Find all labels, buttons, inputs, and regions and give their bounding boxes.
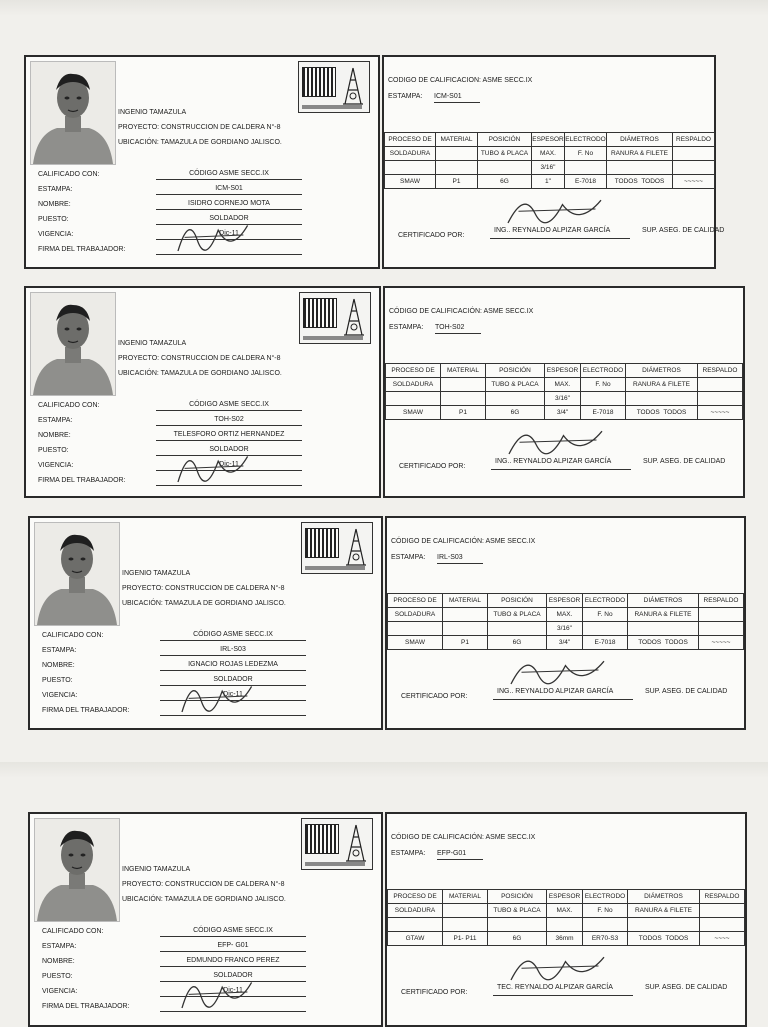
table-header: ESPESOR <box>545 364 581 378</box>
logo-mark <box>302 67 336 97</box>
value-validity: Dic-11 <box>156 460 302 471</box>
table-header-row <box>386 364 743 378</box>
location-text: UBICACIÓN: TAMAZULA DE GORDIANO JALISCO. <box>122 896 286 903</box>
table-header: PROCESO DE <box>388 594 443 608</box>
table-subheader: F. No <box>583 608 628 622</box>
project-text: PROYECTO: CONSTRUCCION DE CALDERA N°-8 <box>118 355 281 362</box>
diameter-fillet: TODOS <box>663 409 687 416</box>
table-subheader-row <box>388 904 745 918</box>
qualification-code: CODIGO DE CALIFICACION: ASME SECC.IX <box>388 77 533 84</box>
welder-photo <box>35 523 119 625</box>
thickness-cell: 36mm <box>547 932 583 946</box>
electrode-cell: ER70-S3 <box>583 932 628 946</box>
certifier-name: ING.. REYNALDO ALPIZAR GARCÍA <box>494 227 611 234</box>
diameter-groove: TODOS <box>614 178 638 185</box>
value-validity: Dic-11 <box>160 690 306 701</box>
diameters-cell <box>628 636 699 650</box>
certifier-line <box>491 469 631 470</box>
backing-cell: ~~~~~ <box>698 406 743 420</box>
table-subheader: SOLDADURA <box>388 608 443 622</box>
qualification-code: CÓDIGO DE CALIFICACIÓN: ASME SECC.IX <box>389 308 534 315</box>
position-cell: 6G <box>478 175 532 189</box>
quality-assurance: SUP. ASEG. DE CALIDAD <box>645 688 728 695</box>
qualification-card <box>383 286 745 498</box>
table-subheader: MAX. <box>545 378 581 392</box>
location-text: UBICACIÓN: TAMAZULA DE GORDIANO JALISCO. <box>118 139 282 146</box>
worker-signature <box>172 211 256 264</box>
diameter-groove: TODOS <box>638 639 662 646</box>
tower-icon <box>344 527 368 567</box>
table-header: RESPALDO <box>698 364 743 378</box>
table-header: POSICIÓN <box>478 133 532 147</box>
thickness-min <box>547 918 583 932</box>
table-header: ESPESOR <box>547 890 583 904</box>
value-validity: Dic-11 <box>160 986 306 997</box>
table-row <box>388 918 745 932</box>
electrode-cell: E-7018 <box>565 175 607 189</box>
logo-caption <box>303 336 363 340</box>
tower-icon <box>341 66 365 106</box>
material-cell: P1 <box>441 406 486 420</box>
qualification-table <box>384 132 715 189</box>
label-validity: VIGENCIA: <box>42 692 78 699</box>
table-header: RESPALDO <box>699 594 744 608</box>
table-subheader <box>700 904 745 918</box>
quality-assurance: SUP. ASEG. DE CALIDAD <box>645 984 728 991</box>
table-subheader-row <box>386 378 743 392</box>
table-header: DIÁMETROS <box>628 890 700 904</box>
certifier-name: ING.. REYNALDO ALPIZAR GARCÍA <box>495 458 612 465</box>
logo-mark <box>305 528 339 558</box>
logo-caption <box>302 105 362 109</box>
qualification-card <box>382 55 725 269</box>
value-position: SOLDADOR <box>156 445 302 456</box>
position-cell: 6G <box>488 932 547 946</box>
stamp-value: IRL-S03 <box>437 553 483 564</box>
material-cell: P1- P11 <box>443 932 488 946</box>
table-subheader: MAX. <box>547 904 583 918</box>
table-subheader <box>673 147 715 161</box>
photo-frame <box>34 818 120 922</box>
company-logo <box>298 61 370 113</box>
material-cell: P1 <box>443 636 488 650</box>
electrode-cell: E-7018 <box>581 406 626 420</box>
backing-cell: ~~~~~ <box>673 175 715 189</box>
id-card-left <box>24 55 380 269</box>
company-name: INGENIO TAMAZULA <box>118 340 187 347</box>
value-stamp: IRL-S03 <box>160 645 306 656</box>
location-text: UBICACIÓN: TAMAZULA DE GORDIANO JALISCO. <box>122 600 286 607</box>
backing-cell: ~~~~~ <box>699 636 744 650</box>
certifier-line <box>490 238 630 239</box>
table-subheader: MAX. <box>532 147 565 161</box>
table-subheader: SOLDADURA <box>386 378 441 392</box>
page-edge-top <box>0 0 768 16</box>
label-name: NOMBRE: <box>42 662 75 669</box>
table-subheader: F. No <box>581 378 626 392</box>
logo-mark <box>303 298 337 328</box>
photo-frame <box>30 292 116 396</box>
diameter-groove: TODOS <box>638 935 662 942</box>
label-signature: FIRMA DEL TRABAJADOR: <box>38 477 126 484</box>
diameters-cell <box>607 175 673 189</box>
worker-signature <box>176 672 260 725</box>
worker-signature-icon <box>176 968 260 1016</box>
project-text: PROYECTO: CONSTRUCCION DE CALDERA N°-8 <box>118 124 281 131</box>
table-subheader-row <box>388 608 744 622</box>
company-name: INGENIO TAMAZULA <box>122 866 191 873</box>
table-subheader-row <box>385 147 715 161</box>
table-header: POSICIÓN <box>488 890 547 904</box>
diameters-cell <box>628 932 700 946</box>
thickness-min: 3/16" <box>532 161 565 175</box>
table-subheader <box>443 904 488 918</box>
table-header: RESPALDO <box>700 890 745 904</box>
table-header-row <box>388 594 744 608</box>
process-cell: SMAW <box>386 406 441 420</box>
certified-by-label: CERTIFICADO POR: <box>401 693 468 700</box>
label-qualified-with: CALIFICADO CON: <box>38 402 100 409</box>
table-subheader: RANURA & FILETE <box>628 608 699 622</box>
table-header: DIÁMETROS <box>628 594 699 608</box>
qualification-code: CÓDIGO DE CALIFICACIÓN: ASME SECC.IX <box>391 834 536 841</box>
id-card-left <box>28 516 383 730</box>
label-name: NOMBRE: <box>38 432 71 439</box>
certifier-signature-icon <box>505 648 615 692</box>
company-name: INGENIO TAMAZULA <box>118 109 187 116</box>
qualification-table <box>387 889 745 946</box>
label-validity: VIGENCIA: <box>42 988 78 995</box>
table-header: POSICIÓN <box>488 594 547 608</box>
stamp-value: ICM-S01 <box>434 92 480 103</box>
value-name: EDMUNDO FRANCO PEREZ <box>160 956 306 967</box>
process-cell: GTAW <box>388 932 443 946</box>
diameter-fillet: TODOS <box>641 178 665 185</box>
table-subheader <box>443 608 488 622</box>
stamp-label: ESTAMPA: <box>388 93 423 100</box>
electrode-cell: E-7018 <box>583 636 628 650</box>
value-qualified-with: CÓDIGO ASME SECC.IX <box>156 400 302 411</box>
label-signature: FIRMA DEL TRABAJADOR: <box>42 707 130 714</box>
thickness-min: 3/16" <box>545 392 581 406</box>
photo-frame <box>34 522 120 626</box>
table-subheader: TUBO & PLACA <box>488 608 547 622</box>
location-text: UBICACIÓN: TAMAZULA DE GORDIANO JALISCO. <box>118 370 282 377</box>
label-validity: VIGENCIA: <box>38 231 74 238</box>
stamp-value: TOH-S02 <box>435 323 481 334</box>
diameter-fillet: TODOS <box>665 935 689 942</box>
worker-signature <box>172 442 256 495</box>
table-header: ELECTRODO <box>583 890 628 904</box>
worker-signature <box>176 968 260 1021</box>
logo-caption <box>305 566 365 570</box>
thickness-cell: 3/4" <box>547 636 583 650</box>
table-header: ELECTRODO <box>583 594 628 608</box>
table-subheader: SOLDADURA <box>385 147 436 161</box>
label-stamp: ESTAMPA: <box>38 186 73 193</box>
diameter-fillet: TODOS <box>664 639 688 646</box>
value-name: IGNACIO ROJAS LEDEZMA <box>160 660 306 671</box>
table-header: DIÁMETROS <box>626 364 698 378</box>
value-qualified-with: CÓDIGO ASME SECC.IX <box>160 926 306 937</box>
certifier-signature-icon <box>505 944 615 988</box>
quality-assurance: SUP. ASEG. DE CALIDAD <box>642 227 725 234</box>
table-header: RESPALDO <box>673 133 715 147</box>
label-qualified-with: CALIFICADO CON: <box>38 171 100 178</box>
table-header: DIÁMETROS <box>607 133 673 147</box>
certifier-line <box>493 995 633 996</box>
position-cell: 6G <box>486 406 545 420</box>
value-position: SOLDADOR <box>156 214 302 225</box>
table-subheader: F. No <box>565 147 607 161</box>
project-text: PROYECTO: CONSTRUCCION DE CALDERA N°-8 <box>122 585 285 592</box>
certifier-signature-icon <box>503 418 613 462</box>
value-name: ISIDRO CORNEJO MOTA <box>156 199 302 210</box>
label-validity: VIGENCIA: <box>38 462 74 469</box>
certifier-name: TEC. REYNALDO ALPIZAR GARCÍA <box>497 984 613 991</box>
logo-caption <box>305 862 365 866</box>
table-header: PROCESO DE <box>385 133 436 147</box>
company-logo <box>301 522 373 574</box>
welder-photo <box>31 293 115 395</box>
value-position: SOLDADOR <box>160 675 306 686</box>
certified-by-label: CERTIFICADO POR: <box>401 989 468 996</box>
table-subheader: RANURA & FILETE <box>626 378 698 392</box>
table-row <box>386 392 743 406</box>
table-header: MATERIAL <box>443 890 488 904</box>
quality-assurance: SUP. ASEG. DE CALIDAD <box>643 458 726 465</box>
table-header-row <box>385 133 715 147</box>
position-cell: 6G <box>488 636 547 650</box>
table-header: MATERIAL <box>443 594 488 608</box>
certifier-name: ING.. REYNALDO ALPIZAR GARCÍA <box>497 688 614 695</box>
stamp-label: ESTAMPA: <box>389 324 424 331</box>
qualification-card <box>385 812 747 1027</box>
label-qualified-with: CALIFICADO CON: <box>42 928 104 935</box>
table-row <box>388 622 744 636</box>
table-subheader <box>441 378 486 392</box>
table-header: ELECTRODO <box>581 364 626 378</box>
table-header: PROCESO DE <box>386 364 441 378</box>
table-subheader <box>436 147 478 161</box>
label-position: PUESTO: <box>38 447 69 454</box>
table-subheader <box>699 608 744 622</box>
table-header: MATERIAL <box>441 364 486 378</box>
label-stamp: ESTAMPA: <box>38 417 73 424</box>
label-position: PUESTO: <box>38 216 69 223</box>
table-header: ESPESOR <box>532 133 565 147</box>
table-subheader: RANURA & FILETE <box>607 147 673 161</box>
value-name: TELESFORO ORTIZ HERNANDEZ <box>156 430 302 441</box>
label-position: PUESTO: <box>42 973 73 980</box>
value-position: SOLDADOR <box>160 971 306 982</box>
table-subheader: MAX. <box>547 608 583 622</box>
value-stamp: TOH-S02 <box>156 415 302 426</box>
company-name: INGENIO TAMAZULA <box>122 570 191 577</box>
process-cell: SMAW <box>388 636 443 650</box>
welder-photo <box>35 819 119 921</box>
stamp-value: EFP-G01 <box>437 849 483 860</box>
stamp-label: ESTAMPA: <box>391 850 426 857</box>
id-card-left <box>28 812 383 1027</box>
logo-mark <box>305 824 339 854</box>
material-cell: P1 <box>436 175 478 189</box>
diameter-groove: TODOS <box>636 409 660 416</box>
thickness-cell: 1" <box>532 175 565 189</box>
thickness-cell: 3/4" <box>545 406 581 420</box>
stamp-label: ESTAMPA: <box>391 554 426 561</box>
certified-by-label: CERTIFICADO POR: <box>398 232 465 239</box>
table-header-row <box>388 890 745 904</box>
qualification-table <box>385 363 743 420</box>
table-subheader: TUBO & PLACA <box>488 904 547 918</box>
welder-photo <box>31 62 115 164</box>
label-qualified-with: CALIFICADO CON: <box>42 632 104 639</box>
tower-icon <box>342 297 366 337</box>
label-signature: FIRMA DEL TRABAJADOR: <box>38 246 126 253</box>
label-stamp: ESTAMPA: <box>42 943 77 950</box>
certifier-signature-icon <box>502 187 612 231</box>
tower-icon <box>344 823 368 863</box>
thickness-min: 3/16" <box>547 622 583 636</box>
certified-by-label: CERTIFICADO POR: <box>399 463 466 470</box>
table-subheader: F. No <box>583 904 628 918</box>
table-subheader: RANURA & FILETE <box>628 904 700 918</box>
label-position: PUESTO: <box>42 677 73 684</box>
company-logo <box>301 818 373 870</box>
page-separator <box>0 762 768 778</box>
value-validity: Dic-11 <box>156 229 302 240</box>
table-subheader <box>698 378 743 392</box>
qualification-code: CÓDIGO DE CALIFICACIÓN: ASME SECC.IX <box>391 538 536 545</box>
label-signature: FIRMA DEL TRABAJADOR: <box>42 1003 130 1010</box>
value-qualified-with: CÓDIGO ASME SECC.IX <box>160 630 306 641</box>
qualification-card <box>385 516 746 730</box>
label-name: NOMBRE: <box>42 958 75 965</box>
backing-cell: ~~~~ <box>700 932 745 946</box>
table-header: MATERIAL <box>436 133 478 147</box>
table-row <box>385 161 715 175</box>
value-qualified-with: CÓDIGO ASME SECC.IX <box>156 169 302 180</box>
table-header: POSICIÓN <box>486 364 545 378</box>
worker-signature-icon <box>172 211 256 259</box>
table-header: ELECTRODO <box>565 133 607 147</box>
table-subheader: SOLDADURA <box>388 904 443 918</box>
process-cell: SMAW <box>385 175 436 189</box>
photo-frame <box>30 61 116 165</box>
label-name: NOMBRE: <box>38 201 71 208</box>
label-stamp: ESTAMPA: <box>42 647 77 654</box>
table-subheader: TUBO & PLACA <box>486 378 545 392</box>
worker-signature-icon <box>172 442 256 490</box>
worker-signature-icon <box>176 672 260 720</box>
qualification-table <box>387 593 744 650</box>
id-card-left <box>24 286 381 498</box>
value-stamp: ICM-S01 <box>156 184 302 195</box>
project-text: PROYECTO: CONSTRUCCION DE CALDERA N°-8 <box>122 881 285 888</box>
table-header: ESPESOR <box>547 594 583 608</box>
table-header: PROCESO DE <box>388 890 443 904</box>
value-stamp: EFP- G01 <box>160 941 306 952</box>
company-logo <box>299 292 371 344</box>
table-subheader: TUBO & PLACA <box>478 147 532 161</box>
diameters-cell <box>626 406 698 420</box>
certifier-line <box>493 699 633 700</box>
